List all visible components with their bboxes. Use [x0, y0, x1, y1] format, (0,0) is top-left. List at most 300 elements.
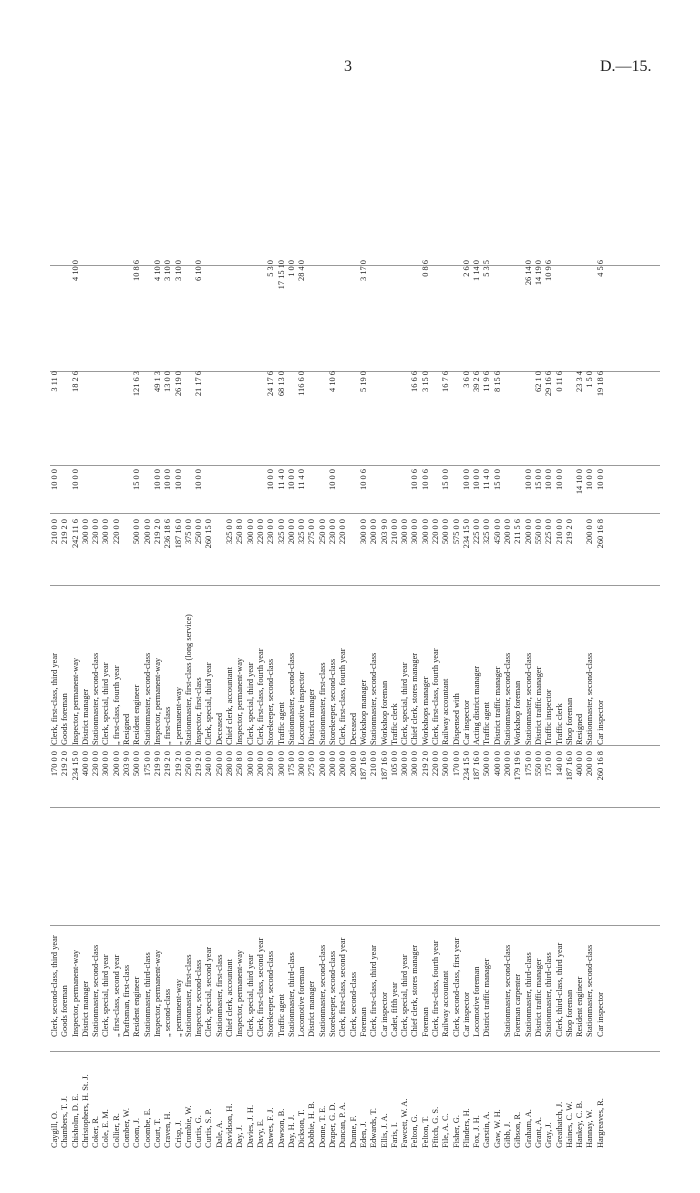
allowance-cell: 10 0 0 [523, 469, 533, 490]
previous-salary-cell: 400 0 0 [492, 751, 502, 777]
present-salary-cell: 220 0 0 [430, 519, 440, 545]
allowance-cell [91, 463, 101, 513]
previous-salary-cell: 210 0 0 [369, 751, 379, 777]
present-position-cell: Storekeeper, second-class [266, 658, 276, 745]
dot-leader [112, 573, 122, 585]
table-row [101, 148, 111, 1148]
previous-position-cell: Clerk, first-class, second year [338, 937, 348, 1037]
dot-leader [194, 429, 204, 463]
other-payment-cell [585, 260, 595, 315]
dot-leader [153, 573, 163, 585]
present-position-cell: Resigned [575, 713, 585, 745]
dot-leader [575, 1037, 585, 1051]
expenses-cell [318, 365, 328, 429]
dot-leader [71, 573, 81, 585]
dot-leader [400, 1037, 410, 1051]
present-position-cell: Stationmaster, first-class [317, 662, 327, 745]
other-payment-cell [513, 260, 523, 315]
expenses-cell: 3 6 0 [461, 371, 471, 388]
previous-salary-cell: 105 0 0 [389, 751, 399, 777]
other-payment-cell [369, 260, 379, 315]
dot-leader [81, 573, 91, 585]
dot-leader [452, 573, 462, 585]
dot-leader [204, 1037, 214, 1051]
table-row [482, 148, 492, 1148]
dot-leader [101, 315, 111, 365]
expenses-cell [380, 365, 390, 429]
expenses-cell: 23 3 4 [575, 371, 585, 392]
dot-leader [256, 315, 266, 365]
allowance-cell [380, 463, 390, 513]
present-position-cell: Stationmaster, second-class [142, 652, 152, 745]
dot-leader [524, 805, 534, 925]
dot-leader [380, 573, 390, 585]
dot-leader [266, 1037, 276, 1051]
present-salary-cell: 230 0 0 [266, 519, 276, 545]
previous-position-cell: Inspector, permanent-way [235, 949, 245, 1037]
dot-leader [421, 315, 431, 365]
table-row [307, 148, 317, 1148]
table-row [452, 148, 462, 1148]
previous-salary-cell: 200 0 0 [317, 751, 327, 777]
staff-name-cell: Gray, J. [544, 1122, 554, 1148]
dot-leader [112, 315, 122, 365]
dot-leader [112, 429, 122, 463]
previous-position-cell: Storekeeper, second-class [266, 950, 276, 1037]
dot-leader [235, 429, 245, 463]
present-salary-cell: 575 0 0 [451, 519, 461, 545]
previous-salary-cell: 200 0 0 [585, 751, 595, 777]
other-payment-cell [143, 260, 153, 315]
previous-salary-cell: 200 0 0 [348, 751, 358, 777]
previous-position-cell: Stationmaster, third-class [544, 952, 554, 1037]
expenses-cell: 18 2 6 [70, 371, 80, 392]
dot-leader [91, 1037, 101, 1051]
dot-leader [513, 1037, 523, 1051]
other-payment-cell: 14 19 0 [533, 260, 543, 286]
dot-leader [71, 805, 81, 925]
dot-leader [153, 315, 163, 365]
previous-salary-cell: 219 9 0 [152, 751, 162, 777]
other-payment-cell: 5 3 0 [266, 260, 276, 277]
present-salary-cell: 210 0 0 [389, 519, 399, 545]
staff-name-cell: Hargreaves, R. [595, 1098, 605, 1148]
dot-leader [225, 573, 235, 585]
previous-position-cell: Stationmaster, third-class [286, 952, 296, 1037]
table-row [544, 148, 554, 1148]
present-salary-cell: 250 8 0 [235, 519, 245, 545]
previous-salary-cell: 300 0 0 [297, 751, 307, 777]
dot-leader [503, 1037, 513, 1051]
staff-name-cell: Comber, W. [122, 1108, 132, 1148]
dot-leader [596, 429, 606, 463]
previous-salary-cell: 250 0 0 [183, 751, 193, 777]
table-row [256, 148, 266, 1148]
previous-position-cell: Clerk, first-class, second year [255, 937, 265, 1037]
dot-leader [585, 573, 595, 585]
previous-position-cell: District manager [307, 980, 317, 1037]
dot-leader [256, 805, 266, 925]
dot-leader [143, 1037, 153, 1051]
dot-leader [277, 805, 287, 925]
previous-position-cell: Locomotive foreman [472, 966, 482, 1037]
dot-leader [380, 805, 390, 925]
allowance-cell: 10 0 0 [173, 469, 183, 490]
previous-salary-cell: 200 0 0 [255, 751, 265, 777]
table-row [565, 148, 575, 1148]
present-position-cell: District traffic manager [492, 666, 502, 745]
present-position-cell: Deceased [348, 712, 358, 745]
other-payment-cell [235, 260, 245, 315]
dot-leader [462, 429, 472, 463]
table-row [555, 148, 565, 1148]
dot-leader [266, 805, 276, 925]
dot-leader [524, 573, 534, 585]
dot-leader [184, 1037, 194, 1051]
table-row [174, 148, 184, 1148]
dot-leader [184, 573, 194, 585]
dot-leader [359, 805, 369, 925]
present-position-cell: Inspector, first-class [194, 677, 204, 745]
previous-salary-cell: 250 0 0 [214, 751, 224, 777]
previous-salary-cell: 175 0 0 [523, 751, 533, 777]
dot-leader [215, 1037, 225, 1051]
table-row [493, 148, 503, 1148]
dot-leader [143, 573, 153, 585]
dot-leader [596, 573, 606, 585]
dot-leader [421, 429, 431, 463]
allowance-cell: 14 10 0 [575, 469, 585, 495]
expenses-cell: 1 5 0 [585, 371, 595, 388]
present-salary-cell: 550 0 0 [533, 519, 543, 545]
present-position-cell: Traffic clerk [389, 703, 399, 745]
staff-name-cell: Edwards, T. [369, 1108, 379, 1148]
table-row [204, 148, 214, 1148]
dot-leader [441, 805, 451, 925]
previous-position-cell: Shop foreman [564, 989, 574, 1037]
table-row [318, 148, 328, 1148]
other-payment-cell [184, 260, 194, 315]
present-salary-cell: 219 2 0 [152, 519, 162, 545]
previous-position-cell: Clerk, special, second year [204, 947, 214, 1037]
dot-leader [184, 805, 194, 925]
dot-leader [225, 429, 235, 463]
table-row [287, 148, 297, 1148]
dot-leader [534, 1037, 544, 1051]
previous-salary-cell: 250 8 0 [235, 751, 245, 777]
previous-position-cell: Clerk, first-class, fourth year [430, 940, 440, 1037]
present-position-cell: „ permanent-way [173, 687, 183, 745]
page-number: 3 [344, 58, 352, 75]
expenses-cell [215, 365, 225, 429]
present-salary-cell: 250 0 0 [194, 519, 204, 545]
expenses-cell: 8 15 6 [492, 371, 502, 392]
other-payment-cell: 26 14 0 [523, 260, 533, 286]
other-payment-cell [112, 260, 122, 315]
present-position-cell: Workshops manager [420, 676, 430, 745]
dot-leader [81, 315, 91, 365]
dot-leader [462, 573, 472, 585]
previous-position-cell: „ permanent-way [173, 979, 183, 1037]
present-salary-cell: 325 0 0 [482, 519, 492, 545]
allowance-cell [503, 463, 513, 513]
dot-leader [277, 573, 287, 585]
expenses-cell: 62 1 0 [533, 371, 543, 392]
present-position-cell: Clerk, special, third year [101, 662, 111, 745]
table-row [112, 148, 122, 1148]
dot-leader [493, 429, 503, 463]
dot-leader [400, 429, 410, 463]
allowance-cell: 10 0 0 [50, 469, 59, 490]
dot-leader [596, 315, 606, 365]
dot-leader [472, 573, 482, 585]
present-salary-cell: 450 0 0 [492, 519, 502, 545]
staff-name-cell: Cole, E. M. [101, 1109, 111, 1148]
staff-name-cell: Haines, C. W. [564, 1101, 574, 1148]
dot-leader [565, 573, 575, 585]
allowance-cell: 10 0 0 [472, 469, 482, 490]
other-payment-cell [225, 260, 235, 315]
dot-leader [410, 315, 420, 365]
expenses-cell [60, 365, 70, 429]
dot-leader [246, 805, 256, 925]
dot-leader [441, 315, 451, 365]
expenses-cell [235, 365, 245, 429]
dot-leader [452, 429, 462, 463]
other-payment-cell [256, 260, 266, 315]
staff-name-cell: Fisher, G. [451, 1115, 461, 1148]
allowance-cell [112, 463, 122, 513]
staff-name-cell: Ellis, J. A. [379, 1113, 389, 1148]
expenses-cell [225, 365, 235, 429]
dot-leader [452, 315, 462, 365]
dot-leader [174, 805, 184, 925]
dot-leader [266, 573, 276, 585]
other-payment-cell: 3 10 0 [163, 260, 173, 281]
allowance-cell [513, 463, 523, 513]
expenses-cell: 49 1 3 [152, 371, 162, 392]
dot-leader [132, 805, 142, 925]
previous-position-cell: Clerk, special, third year [400, 954, 410, 1037]
staff-name-cell: Dickson, T. [297, 1109, 307, 1148]
present-position-cell: „ first-class, fourth year [111, 665, 121, 745]
staff-name-cell: Fawcett, W. A. [400, 1098, 410, 1148]
expenses-cell: 68 13 0 [276, 371, 286, 397]
dot-leader [503, 429, 513, 463]
dot-leader [410, 573, 420, 585]
dot-leader [307, 573, 317, 585]
allowance-cell [390, 463, 400, 513]
dot-leader [101, 805, 111, 925]
expenses-cell [400, 365, 410, 429]
dot-leader [307, 429, 317, 463]
staff-name-cell: Crombie, W. [183, 1105, 193, 1148]
present-position-cell: Car inspector [461, 700, 471, 745]
present-position-cell: Traffic agent [482, 701, 492, 745]
dot-leader [225, 1037, 235, 1051]
dot-leader [328, 805, 338, 925]
dot-leader [318, 315, 328, 365]
staff-name-cell: Chambers, T. J. [60, 1095, 70, 1148]
dot-leader [277, 429, 287, 463]
dot-leader [122, 573, 132, 585]
dot-leader [256, 573, 266, 585]
dot-leader [266, 429, 276, 463]
dot-leader [112, 805, 122, 925]
staff-name-cell: Dale, A. [214, 1120, 224, 1148]
allowance-cell: 10 0 0 [328, 469, 338, 490]
dot-leader [153, 805, 163, 925]
dot-leader [143, 805, 153, 925]
dot-leader [71, 1037, 81, 1051]
present-position-cell: Resigned [122, 713, 132, 745]
previous-salary-cell: 234 15 0 [461, 751, 471, 781]
dot-leader [380, 315, 390, 365]
dot-leader [482, 805, 492, 925]
previous-position-cell: Foreman carpenter [513, 973, 523, 1037]
dot-leader [482, 315, 492, 365]
expenses-cell [122, 365, 132, 429]
dot-leader [400, 805, 410, 925]
present-salary-cell: 300 0 0 [420, 519, 430, 545]
previous-position-cell: Chief clerk, stores manager [410, 944, 420, 1037]
dot-leader [555, 315, 565, 365]
previous-position-cell: Draftsman, first-class [122, 964, 132, 1037]
table-row [524, 148, 534, 1148]
staff-name-cell: Davidson, H. [225, 1103, 235, 1148]
expenses-cell [143, 365, 153, 429]
expenses-cell: 121 6 3 [132, 371, 142, 397]
staff-name-cell: Coombe, E. [142, 1108, 152, 1148]
staff-name-cell: Curtis, G. [194, 1115, 204, 1148]
dot-leader [441, 573, 451, 585]
previous-salary-cell: 300 0 0 [245, 751, 255, 777]
dot-leader [390, 315, 400, 365]
previous-position-cell: District manager [80, 980, 90, 1037]
present-position-cell: District manager [307, 688, 317, 745]
previous-position-cell: Inspector, permanent-way [70, 949, 80, 1037]
present-salary-cell: 300 0 0 [410, 519, 420, 545]
previous-position-cell: District traffic manager [533, 958, 543, 1037]
table-row [441, 148, 451, 1148]
present-salary-cell: 300 0 0 [80, 519, 90, 545]
dot-leader [328, 1037, 338, 1051]
previous-salary-cell: 234 15 0 [70, 751, 80, 781]
dot-leader [163, 1037, 173, 1051]
dot-leader [462, 1037, 472, 1051]
expenses-cell [112, 365, 122, 429]
dot-leader [297, 315, 307, 365]
previous-salary-cell: 219 2 0 [194, 751, 204, 777]
present-position-cell: Clerk, first-class, fourth year [255, 648, 265, 745]
expenses-cell: 24 17 6 [266, 371, 276, 397]
present-position-cell: „ first-class [163, 706, 173, 745]
table-row [277, 148, 287, 1148]
dot-leader [204, 573, 214, 585]
expenses-cell: 5 19 0 [358, 371, 368, 392]
present-salary-cell: 234 15 0 [461, 519, 471, 549]
dot-leader [452, 805, 462, 925]
present-position-cell: Inspector, permanent-way [235, 657, 245, 745]
other-payment-cell [307, 260, 317, 315]
present-position-cell: Resident engineer [132, 684, 142, 745]
previous-salary-cell: 219 2 0 [163, 751, 173, 777]
dot-leader [60, 573, 70, 585]
dot-leader [575, 315, 585, 365]
dot-leader [318, 805, 328, 925]
dot-leader [493, 805, 503, 925]
other-payment-cell: 28 4 0 [297, 260, 307, 281]
previous-position-cell: Clerk, second-class, third year [50, 935, 59, 1037]
present-position-cell: Traffic inspector [544, 689, 554, 745]
dot-leader [287, 429, 297, 463]
previous-position-cell: Resident engineer [132, 976, 142, 1037]
previous-salary-cell: 200 0 0 [111, 751, 121, 777]
table-row [184, 148, 194, 1148]
staff-name-cell: Flinders, H. [461, 1108, 471, 1148]
expenses-cell: 26 19 0 [173, 371, 183, 397]
present-position-cell: Stationmaster, second-class [523, 652, 533, 745]
dot-leader [524, 315, 534, 365]
dot-leader [472, 315, 482, 365]
dot-leader [565, 805, 575, 925]
dot-leader [513, 429, 523, 463]
staff-name-cell: Hankey, C. B. [575, 1100, 585, 1148]
staff-name-cell: Christophers, H. St. J. [80, 1074, 90, 1148]
dot-leader [410, 429, 420, 463]
dot-leader [215, 315, 225, 365]
dot-leader [555, 573, 565, 585]
table-row [421, 148, 431, 1148]
table-row [215, 148, 225, 1148]
dot-leader [544, 1037, 554, 1051]
dot-leader [112, 1037, 122, 1051]
previous-salary-cell: 219 2 0 [173, 751, 183, 777]
present-position-cell: Clerk, first-class, fourth year [430, 648, 440, 745]
dot-leader [472, 1037, 482, 1051]
allowance-cell [349, 463, 359, 513]
dot-leader [297, 805, 307, 925]
staff-name-cell: Davy, E. [255, 1119, 265, 1148]
table-row [390, 148, 400, 1148]
dot-leader [524, 1037, 534, 1051]
table-row [50, 148, 60, 1148]
previous-position-cell: „ second-class [163, 988, 173, 1037]
expenses-cell [349, 365, 359, 429]
previous-salary-cell: 200 0 0 [328, 751, 338, 777]
expenses-cell: 16 7 6 [441, 371, 451, 392]
present-position-cell: Stationmaster, second-class [503, 652, 513, 745]
table-row [359, 148, 369, 1148]
allowance-cell: 10 0 0 [194, 469, 204, 490]
dot-leader [91, 429, 101, 463]
allowance-cell: 10 0 0 [544, 469, 554, 490]
present-salary-cell: 220 0 0 [111, 519, 121, 545]
dot-leader [194, 573, 204, 585]
other-payment-cell [400, 260, 410, 315]
dot-leader [472, 805, 482, 925]
previous-salary-cell: 300 0 0 [276, 751, 286, 777]
dot-leader [194, 1037, 204, 1051]
table-row [410, 148, 420, 1148]
present-salary-cell: 250 0 0 [317, 519, 327, 545]
dot-leader [421, 805, 431, 925]
other-payment-cell [50, 260, 60, 315]
expenses-cell: 13 0 0 [163, 371, 173, 392]
dot-leader [338, 1037, 348, 1051]
present-salary-cell: 203 9 0 [379, 519, 389, 545]
previous-salary-cell: 200 0 0 [338, 751, 348, 777]
